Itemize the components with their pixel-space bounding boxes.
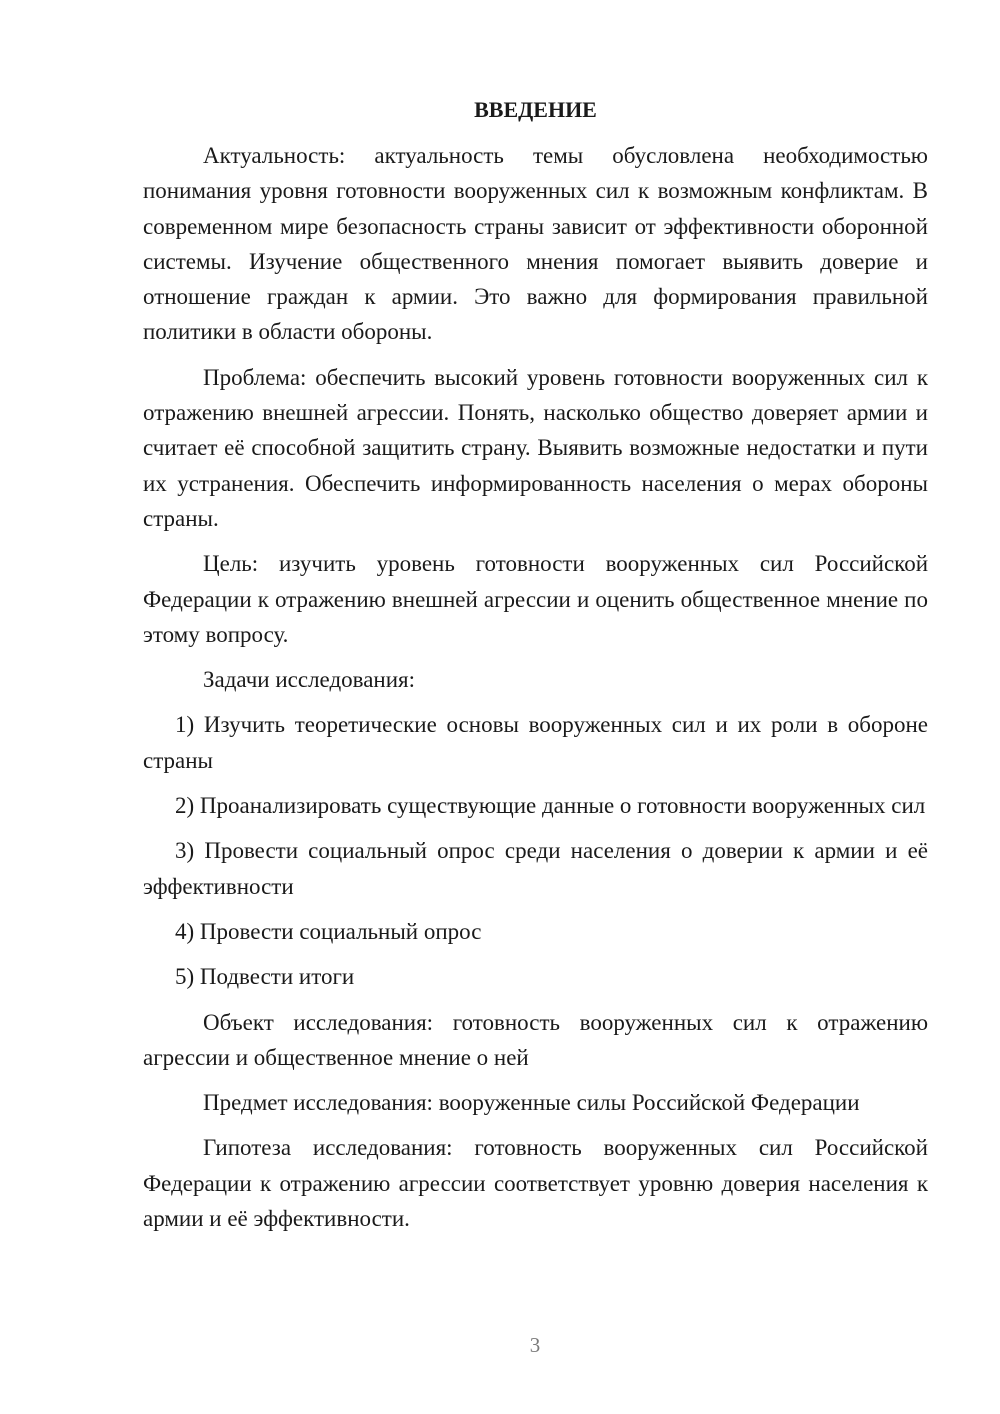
page-content [143,92,928,1246]
task-item-3: 3) Провести социальный опрос среди населения о доверии к армии и её эффективности [143,838,928,899]
object-paragraph: Объект исследования: готовность вооруженных сил к отражению агрессии и общественное мнение о ней [143,1009,928,1070]
task-item-4: 4) Провести социальный опрос [175,918,482,944]
relevance-paragraph: Актуальность: актуальность темы обусловлена необходимостью понимания уровня готовности вооруженных сил к возможным конфликтам. В современном мире безопасность страны зависит от эффективности оборонной системы. Изучение общественного мнения помогает выявить доверие и отношение граждан к армии. Это важно для формирования правильной политики в области обороны. [143,143,928,345]
tasks-heading: Задачи исследования: [203,667,416,693]
page-number: 3 [529,1333,541,1357]
subject-paragraph: Предмет исследования: вооруженные силы Российской Федерации [203,1090,860,1116]
task-item-2: 2) Проанализировать существующие данные о готовности вооруженных сил [175,793,926,819]
page-title: ВВЕДЕНИЕ [474,97,597,122]
task-item-1: 1) Изучить теоретические основы вооруженных сил и их роли в обороне страны [143,712,928,773]
problem-paragraph: Проблема: обеспечить высокий уровень готовности вооруженных сил к отражению внешней агрессии. Понять, насколько общество доверяет армии и считает её способной защитить страну. Выявить возможные недостатки и пути их устранения. Обеспечить информированность населения о мерах обороны страны. [143,364,928,531]
task-item-5: 5) Подвести итоги [175,964,355,990]
goal-paragraph: Цель: изучить уровень готовности вооруженных сил Российской Федерации к отражению внешней агрессии и оценить общественное мнение по этому вопросу. [143,551,928,647]
hypothesis-paragraph: Гипотеза исследования: готовность вооруженных сил Российской Федерации к отражению агрессии соответствует уровню доверия населения к армии и её эффективности. [143,1135,928,1232]
